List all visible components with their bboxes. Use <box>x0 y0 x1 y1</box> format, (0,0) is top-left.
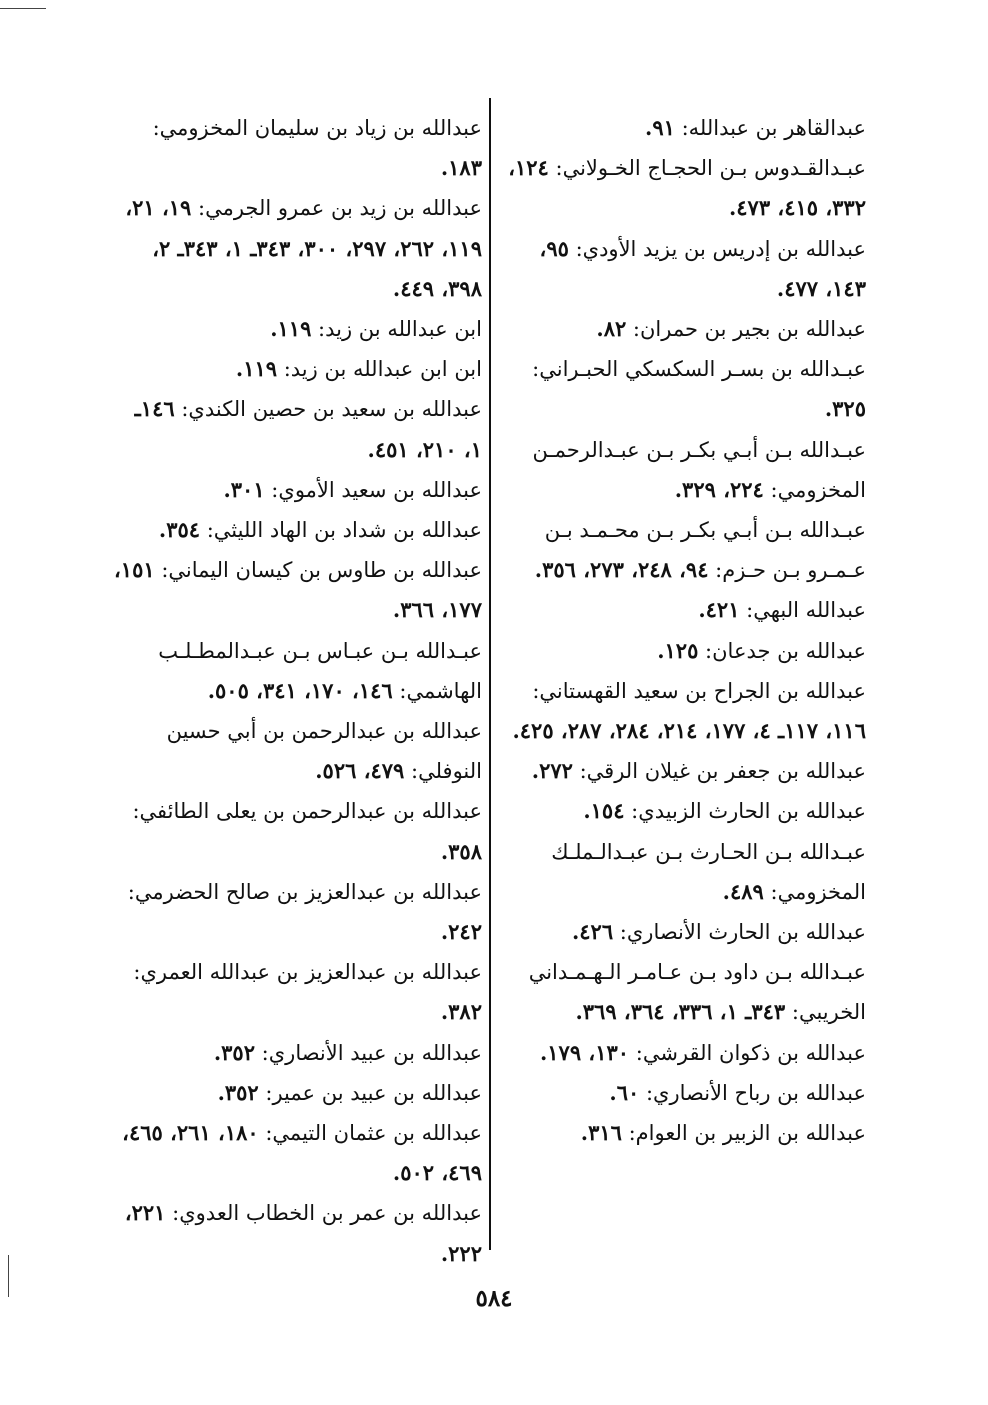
entry-pages: ١٨٣. <box>440 155 482 181</box>
entry-name: عبدالله بن طاوس بن كيسان اليماني: <box>154 558 482 583</box>
entry-name: عبـدالقـدوس بـن الحجـاج الخـولاني: <box>548 156 866 181</box>
index-entry <box>110 791 482 871</box>
entry-pages: ٢٤٢. <box>440 919 482 945</box>
entry-name: عبدالله بن الجراح بن سعيد القهستاني: <box>532 678 866 703</box>
entry-name: عبدالله بن عبدالعزيز بن صالح الحضرمي: <box>127 879 482 904</box>
index-entry <box>494 671 866 751</box>
index-entry <box>110 550 482 630</box>
entry-name: عبـدالله بـن أبـي بكـر بـن محـمـد بـن عـمـرو بـن حـزم: <box>544 518 866 583</box>
index-entry <box>110 872 482 952</box>
entry-name: عبـدالله بـن الحـارث بـن عبـدالـملـك المخزومي: <box>551 839 866 904</box>
entry-name: عبدالله بن جدعان: <box>698 638 866 663</box>
entry-name: عبدالله بن عبدالرحمن بن يعلى الطائفي: <box>132 799 482 824</box>
entry-name: عبدالله بن بجير بن حمران: <box>626 317 866 342</box>
entry-pages: ٢٢١، ٢٢٢. <box>124 1200 482 1266</box>
entry-name: عبدالله بن ذكوان القرشي: <box>629 1040 866 1065</box>
index-entry <box>494 430 866 510</box>
entry-name: عبـدالله بن بسـر السكسكي الحبـراني: <box>532 357 866 382</box>
index-entry <box>110 952 482 1032</box>
entry-name: عبدالله بن سعيد الأموي: <box>264 477 482 502</box>
entry-name: عبدالله بن عمر بن الخطاب العدوي: <box>165 1201 482 1226</box>
entry-name: عبدالقاهر بن عبدالله: <box>674 116 866 140</box>
index-entry <box>110 389 482 469</box>
index-entry <box>494 1033 866 1073</box>
entry-name: عبدالله بن سعيد بن حصين الكندي: <box>174 397 482 422</box>
entry-name: عبـدالله بـن أبـي بكـر بـن عبـدالرحمـن المخزومي: <box>532 437 866 502</box>
entry-pages: ١٨٠، ٢٦١، ٤٦٥، ٤٦٩، ٥٠٢. <box>122 1120 482 1186</box>
index-entry <box>494 1073 866 1113</box>
index-entry <box>494 631 866 671</box>
entry-name: عبدالله بن عثمان التيمي: <box>258 1121 482 1146</box>
index-entry <box>494 952 866 1032</box>
entry-pages: ٩٤، ٢٤٨، ٢٧٣، ٣٥٦. <box>534 557 709 583</box>
index-entry <box>494 791 866 831</box>
entry-name: عبدالله بن عبدالعزيز بن عبدالله العمري: <box>133 960 482 985</box>
entry-pages: ٤٧٩، ٥٢٦. <box>315 758 405 784</box>
entry-name: عبدالله بن شداد بن الهاد الليثي: <box>200 518 482 543</box>
entry-name: عبدالله بن الزبير بن العوام: <box>621 1121 866 1146</box>
index-entry <box>110 711 482 791</box>
index-entry <box>494 912 866 952</box>
entry-pages: ١٤٦، ١٧٠، ٣٤١، ٥٠٥. <box>207 677 393 703</box>
entry-name: عبدالله بن جعفر بن غيلان الرقي: <box>572 759 866 784</box>
entry-pages: ٣٢٥. <box>824 396 866 422</box>
entry-pages: ١٥١، ١٧٧، ٣٦٦. <box>114 557 482 623</box>
entry-pages: ١٥٤. <box>583 798 625 824</box>
entry-name: عبدالله بن رباح الأنصاري: <box>639 1080 866 1105</box>
entry-name: عبدالله بن زيد بن عمرو الجرمي: <box>191 196 482 221</box>
index-entry <box>494 349 866 429</box>
index-entry <box>494 590 866 630</box>
index-column-right <box>494 108 866 1153</box>
entry-name: عبـدالله بـن عبـاس بـن عبـدالمطـلـب الهاشمي: <box>158 638 482 703</box>
index-entry <box>494 832 866 912</box>
entry-pages: ٣٥٢. <box>217 1079 259 1105</box>
entry-pages: ٨٢. <box>596 316 627 342</box>
index-entry <box>110 1193 482 1273</box>
entry-name: عبدالله بن عبيد الأنصاري: <box>254 1040 482 1065</box>
index-entry <box>110 108 482 188</box>
entry-pages: ٣٥٤. <box>158 517 201 543</box>
entry-name: ابن ابن عبدالله بن زيد: <box>277 357 482 382</box>
entry-name: ابن عبدالله بن زيد: <box>311 317 482 342</box>
entry-pages: ١٤٦ـ ١، ٢١٠، ٤٥١. <box>134 396 482 462</box>
entry-pages: ١٢٥. <box>657 637 699 663</box>
entry-pages: ١١٦، ١١٧ـ ٤، ١٧٧، ٢١٤، ٢٨٤، ٢٨٧، ٤٢٥. <box>512 718 866 744</box>
entry-name: عبدالله بن عبدالرحمن بن أبي حسين النوفلي: <box>166 719 482 784</box>
entry-name: عبدالله بن عبيد بن عمير: <box>258 1080 482 1105</box>
entry-pages: ٢٧٢. <box>531 758 573 784</box>
index-entry <box>110 631 482 711</box>
entry-pages: ٣٨٢. <box>440 999 482 1025</box>
entry-name: عبدالله بن إدريس بن يزيد الأودي: <box>568 236 866 261</box>
index-entry <box>494 309 866 349</box>
index-entry <box>110 510 482 550</box>
entry-pages: ٣١٦. <box>580 1120 622 1146</box>
index-entry <box>494 510 866 590</box>
column-divider <box>489 98 491 1250</box>
index-entry <box>494 1113 866 1153</box>
entry-name: عبدالله البهي: <box>739 598 866 623</box>
entry-name: عبدالله بن الحارث الأنصاري: <box>613 920 866 945</box>
index-entry <box>110 309 482 349</box>
entry-pages: ١١٩. <box>270 316 312 342</box>
entry-pages: ٣٤٣ـ ١، ٣٣٦، ٣٦٤، ٣٦٩. <box>575 999 786 1025</box>
entry-pages: ١٢٤، ٣٣٢، ٤١٥، ٤٧٣. <box>508 155 866 221</box>
index-entry <box>110 188 482 309</box>
index-entry <box>110 470 482 510</box>
entry-pages: ٣٥٨. <box>440 838 482 864</box>
index-entry <box>494 229 866 309</box>
index-entry <box>110 1073 482 1113</box>
index-column-left <box>110 108 482 1274</box>
page-number: ٥٨٤ <box>475 1285 513 1312</box>
entry-pages: ٩١. <box>645 115 675 140</box>
entry-name: عبدالله بن زياد بن سليمان المخزومي: <box>152 116 482 140</box>
index-entry <box>494 148 866 228</box>
entry-pages: ١١٩. <box>235 356 278 382</box>
index-entry <box>110 349 482 389</box>
entry-pages: ١٩، ٢١، ١١٩، ٢٦٢، ٢٩٧، ٣٠٠، ٣٤٣ـ ١، ٣٤٣ـ ٢، ٣٩٨، ٤٤٩. <box>125 195 482 301</box>
entry-pages: ٤٢١. <box>698 597 740 623</box>
entry-pages: ١٣٠، ١٧٩. <box>539 1039 630 1065</box>
index-entry <box>494 751 866 791</box>
entry-pages: ٣٠١. <box>223 476 265 502</box>
entry-name: عبـدالله بـن داود بـن عـامـر الـهـمـداني الخريبي: <box>528 960 866 1025</box>
index-entry <box>110 1033 482 1073</box>
index-entry <box>494 108 866 148</box>
entry-pages: ٤٢٦. <box>571 919 614 945</box>
entry-name: عبدالله بن الحارث الزبيدي: <box>624 799 866 824</box>
entry-pages: ٤٨٩. <box>722 878 764 904</box>
entry-pages: ٦٠. <box>609 1079 640 1105</box>
scan-edge-mark <box>8 1255 9 1297</box>
entry-pages: ٣٥٢. <box>213 1039 255 1065</box>
entry-pages: ٩٥، ١٤٣، ٤٧٧. <box>539 235 866 301</box>
scan-edge-mark <box>0 8 46 9</box>
index-entry <box>110 1113 482 1193</box>
entry-pages: ٢٢٤، ٣٢٩. <box>674 476 764 502</box>
